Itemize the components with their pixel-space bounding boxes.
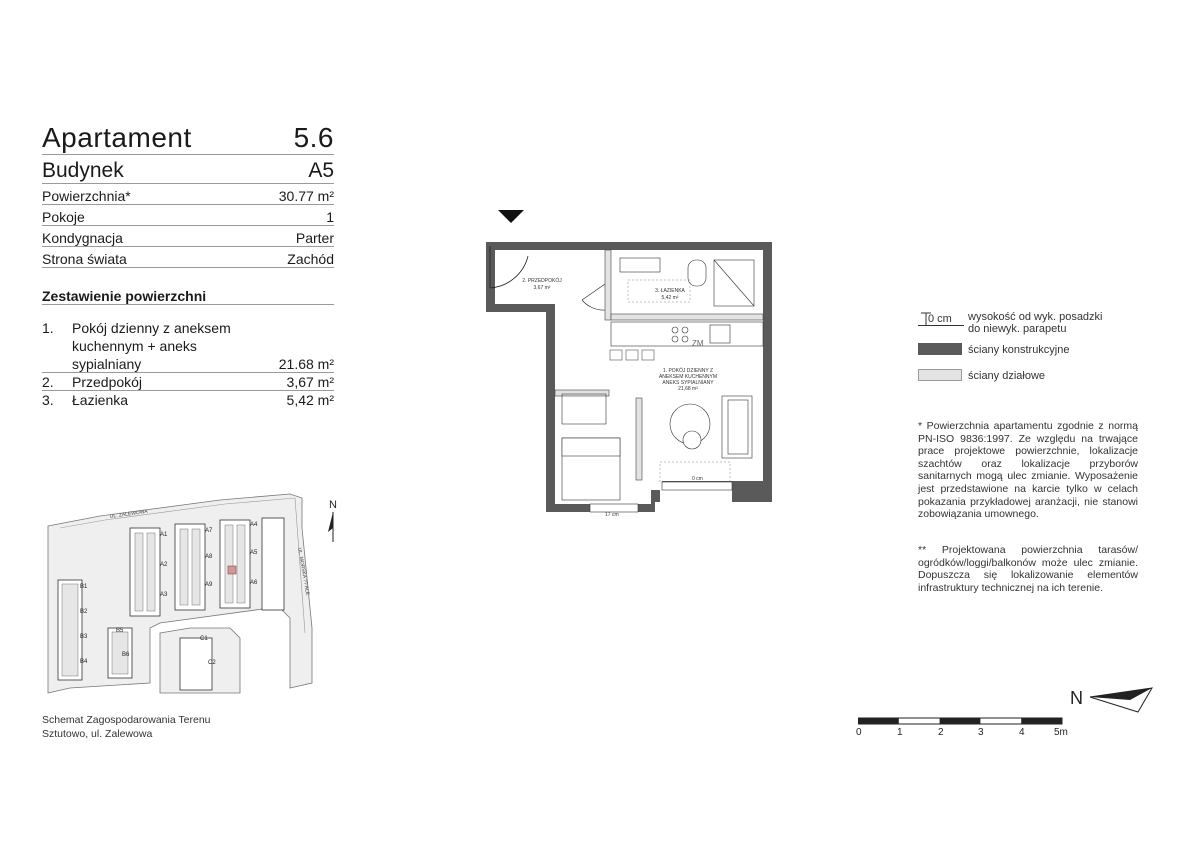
building-label: B2 xyxy=(80,609,88,615)
building-label: A1 xyxy=(160,532,168,538)
building-label: A2 xyxy=(160,562,168,568)
scale-label: 2 xyxy=(938,727,944,738)
building-label: A8 xyxy=(205,554,213,560)
item-value: 21.68 m² xyxy=(278,356,334,372)
room-label-living: ANEKS SYPIALNIANY xyxy=(662,380,714,386)
street-label: UL. ZALEWOWA xyxy=(109,508,149,520)
sill-height-label: 0 cm xyxy=(692,476,703,482)
building-label: C2 xyxy=(208,660,216,666)
site-caption-title: Schemat Zagospodarowania Terenu xyxy=(42,714,211,726)
room-area-hall: 3,67 m² xyxy=(533,285,551,291)
building-label: B3 xyxy=(80,634,88,640)
compass-letter: N xyxy=(1070,688,1083,708)
areas-list xyxy=(42,318,334,408)
room-area-living: 21,68 m² xyxy=(678,386,698,392)
building-label: A6 xyxy=(250,580,258,586)
wardrobe-icon xyxy=(562,394,606,424)
info-label: Kondygnacja xyxy=(42,230,123,246)
room-label-living: ANEKSEM KUCHENNYM xyxy=(658,374,718,380)
legend-partition-label: ściany działowe xyxy=(968,370,1046,382)
list-item xyxy=(42,391,334,408)
room-label-hall: 2. PRZEDPOKÓJ xyxy=(522,278,562,284)
building-label: Budynek xyxy=(42,159,124,182)
legend-sill-value: 0 cm xyxy=(928,313,952,325)
areas-section-title: Zestawienie powierzchni xyxy=(42,288,207,304)
kitchen-counter xyxy=(611,322,763,346)
building-label: B5 xyxy=(116,628,124,634)
building-label: A4 xyxy=(250,522,258,528)
building-row xyxy=(42,156,334,184)
legend-partition-swatch xyxy=(918,369,962,381)
scale-label: 5m xyxy=(1054,727,1068,738)
list-item xyxy=(42,318,334,336)
scale-label: 3 xyxy=(978,727,984,738)
note-area-disclaimer: * Powierzchnia apartamentu zgodnie z normą PN-ISO 9836:1997. Ze względu na trwające prace projektowe powierzchnie, lokalizacje szachtów oraz lokalizacje przyborów sanitarnych mogą ulec zmianie. Wyposażenie jest przedstawione na karcie tylko w celach pokazania przykładowej aranżacji, nie stanowi zobowiązania umownego. xyxy=(918,420,1138,521)
info-row-orientation xyxy=(42,247,334,268)
item-label: Łazienka xyxy=(72,392,129,408)
room-label-bathroom: 3. ŁAZIENKA xyxy=(655,288,685,294)
info-label: Strona świata xyxy=(42,251,127,267)
building-label: B4 xyxy=(80,659,88,665)
item-label: kuchennym + aneks xyxy=(72,338,197,354)
scale-label: 0 xyxy=(856,727,862,738)
building-label: A3 xyxy=(160,592,168,598)
room-label-living: 1. POKÓJ DZIENNY Z xyxy=(662,368,714,374)
sill-height-label: 17 cm xyxy=(605,512,619,518)
bed-icon xyxy=(562,438,620,500)
washbasin-icon xyxy=(620,258,660,272)
north-label: N xyxy=(329,499,337,511)
building-label: C1 xyxy=(200,636,208,642)
north-arrow-icon xyxy=(328,499,337,542)
info-row-rooms xyxy=(42,205,334,226)
legend-sill-desc xyxy=(968,311,1103,335)
list-item xyxy=(42,373,334,391)
item-number: 3. xyxy=(42,392,54,408)
toilet-icon xyxy=(688,260,706,286)
item-label: sypialniany xyxy=(72,356,142,372)
legend-sill-desc-line: wysokość od wyk. posadzki xyxy=(968,311,1103,323)
building-value: A5 xyxy=(308,159,334,182)
legend-structural-label: ściany konstrukcyjne xyxy=(968,344,1070,356)
item-value: 5,42 m² xyxy=(286,392,334,408)
legend-sill-desc-line: do niewyk. parapetu xyxy=(968,323,1067,335)
building-label: A5 xyxy=(250,550,258,556)
street-label: UL. MORSKA ?? ALE xyxy=(296,547,311,596)
dining-chairs xyxy=(610,350,654,360)
apartment-number: 5.6 xyxy=(293,122,334,153)
info-value: 30.77 m² xyxy=(278,188,334,204)
scale-bar xyxy=(858,717,1064,727)
info-row-area xyxy=(42,184,334,205)
info-value: Zachód xyxy=(287,251,334,267)
bathroom-door-icon xyxy=(582,284,605,310)
info-label: Pokoje xyxy=(42,209,85,225)
highlight-apartment xyxy=(228,566,236,574)
floor-plan xyxy=(470,200,790,550)
site-caption-address: Sztutowo, ul. Zalewowa xyxy=(42,728,153,740)
item-label: Przedpokój xyxy=(72,374,143,390)
building-label: B6 xyxy=(122,652,130,658)
note-terrace-disclaimer: ** Projektowana powierzchnia tarasów/ ogródków/loggi/balkonów może ulec zmianie. Dopuszcza się lokalizowanie elementów infrastruktury technicznej na ich terenie. xyxy=(918,544,1138,594)
info-label: Powierzchnia* xyxy=(42,188,131,204)
list-item-cont xyxy=(42,336,334,354)
item-label: Pokój dzienny z aneksem xyxy=(72,320,231,336)
room-area-bathroom: 5,42 m² xyxy=(661,295,679,301)
info-value: 1 xyxy=(326,209,334,225)
site-plan xyxy=(40,488,350,703)
info-row-floor xyxy=(42,226,334,247)
building-label: B1 xyxy=(80,584,88,590)
compass-icon xyxy=(1068,684,1158,714)
scale-label: 1 xyxy=(897,727,903,738)
building-label: A9 xyxy=(205,582,213,588)
scale-label: 4 xyxy=(1019,727,1025,738)
entrance-arrow-icon xyxy=(498,210,524,223)
list-item-cont xyxy=(42,354,334,373)
item-number: 1. xyxy=(42,320,54,336)
item-value: 3,67 m² xyxy=(286,374,334,390)
areas-section-title-row xyxy=(42,284,334,305)
item-number: 2. xyxy=(42,374,54,390)
building-label: A7 xyxy=(205,528,213,534)
apartment-label: Apartament xyxy=(42,122,192,153)
apartment-title-row xyxy=(42,120,334,155)
info-value: Parter xyxy=(295,230,334,246)
legend-structural-swatch xyxy=(918,343,962,355)
zm-label: ZM xyxy=(692,339,704,348)
